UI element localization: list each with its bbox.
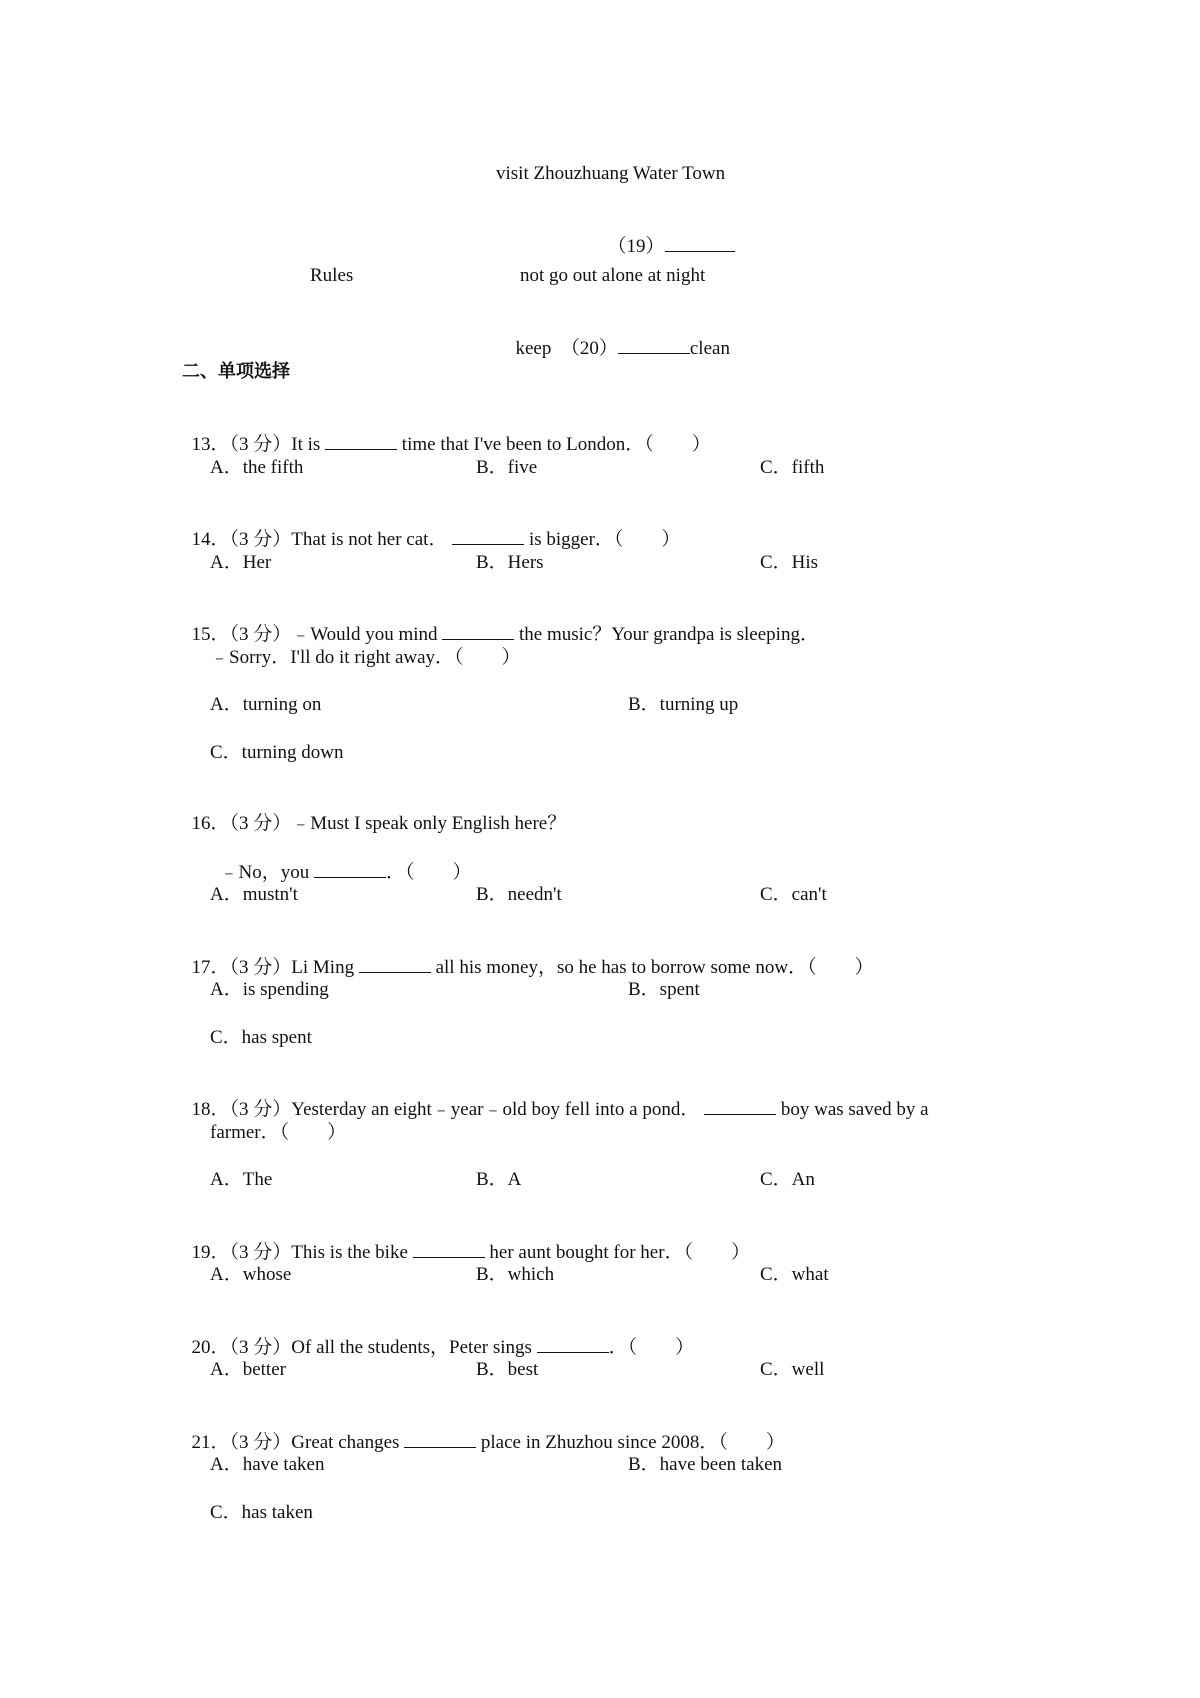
question-text: ﹣Must I speak only English here？: [291, 813, 567, 834]
question-text: Yesterday an eight﹣year﹣old boy fell into a pond．: [291, 1099, 705, 1120]
question-text: This is the bike: [291, 1242, 413, 1263]
question-17: [182, 931, 874, 980]
option-b[interactable]: B．Hers: [476, 552, 544, 573]
question-number: 13．（3 分）: [191, 434, 292, 455]
option-b[interactable]: B．have been taken: [628, 1454, 783, 1475]
rules-label: Rules: [310, 265, 354, 286]
option-c[interactable]: C．turning down: [210, 742, 344, 763]
question-18: [182, 1073, 929, 1122]
answer-blank-20: [618, 336, 690, 354]
option-a[interactable]: A．have taken: [210, 1454, 325, 1475]
table-row-blank-19: [598, 210, 735, 259]
answer-blank: [704, 1097, 776, 1115]
question-18-line-2: farmer．（ ）: [210, 1122, 347, 1143]
option-c[interactable]: C．His: [760, 552, 819, 573]
question-number: 15．（3 分）: [191, 624, 292, 645]
question-number: 16．（3 分）: [191, 813, 292, 834]
rule-2-prefix: keep （20）: [515, 338, 618, 359]
option-b[interactable]: B．five: [476, 457, 538, 478]
question-text: boy was saved by a: [776, 1099, 929, 1120]
question-text: place in Zhuzhou since 2008．（ ）: [476, 1432, 785, 1453]
answer-blank: [413, 1240, 485, 1258]
question-20: [182, 1311, 694, 1360]
answer-blank: [452, 527, 524, 545]
option-c[interactable]: C．has spent: [210, 1027, 312, 1048]
option-c[interactable]: C．can't: [760, 884, 827, 905]
question-number: 21．（3 分）: [191, 1432, 292, 1453]
option-b[interactable]: B．spent: [628, 979, 700, 1000]
answer-blank: [404, 1430, 476, 1448]
question-text: Great changes: [291, 1432, 405, 1453]
question-number: 19．（3 分）: [191, 1242, 292, 1263]
option-a[interactable]: A．turning on: [210, 694, 322, 715]
answer-blank: [442, 622, 514, 640]
option-c[interactable]: C．has taken: [210, 1502, 313, 1523]
option-b[interactable]: B．best: [476, 1359, 539, 1380]
option-a[interactable]: A．better: [210, 1359, 286, 1380]
option-a[interactable]: A．the fifth: [210, 457, 304, 478]
option-a[interactable]: A．whose: [210, 1264, 292, 1285]
question-13: [182, 408, 711, 457]
question-14: [182, 503, 680, 552]
option-b[interactable]: B．which: [476, 1264, 555, 1285]
option-a[interactable]: A．Her: [210, 552, 272, 573]
answer-blank: [314, 860, 386, 878]
question-text: Li Ming: [291, 957, 359, 978]
option-c[interactable]: C．fifth: [760, 457, 825, 478]
question-number: 20．（3 分）: [191, 1337, 292, 1358]
answer-blank: [325, 432, 397, 450]
question-text: ．（ ）: [608, 1337, 695, 1358]
rule-2: [506, 312, 730, 361]
question-number: 18．（3 分）: [191, 1099, 292, 1120]
option-b[interactable]: B．turning up: [628, 694, 739, 715]
question-16: [182, 788, 566, 836]
section-title: 二、单项选择: [182, 361, 290, 382]
question-21: [182, 1406, 785, 1455]
question-16-line-2: [210, 836, 472, 885]
answer-blank: [359, 955, 431, 973]
answer-blank: [537, 1335, 609, 1353]
question-text: time that I've been to London．（ ）: [397, 434, 711, 455]
option-a[interactable]: A．is spending: [210, 979, 329, 1000]
option-a[interactable]: A．mustn't: [210, 884, 298, 905]
question-text: all his money，so he has to borrow some now．（ ）: [430, 957, 874, 978]
question-text: her aunt bought for her．（ ）: [484, 1242, 751, 1263]
option-b[interactable]: B．needn't: [476, 884, 562, 905]
option-c[interactable]: C．what: [760, 1264, 829, 1285]
option-c[interactable]: C．well: [760, 1359, 825, 1380]
question-19: [182, 1216, 750, 1265]
question-15: [182, 598, 819, 647]
question-number: 17．（3 分）: [191, 957, 292, 978]
answer-blank-19: [665, 234, 735, 252]
question-text: ﹣Would you mind: [291, 624, 443, 645]
rule-1: not go out alone at night: [520, 265, 706, 286]
question-text: ﹣No，you: [219, 862, 314, 883]
question-text: That is not her cat．: [291, 529, 453, 550]
option-c[interactable]: C．An: [760, 1169, 815, 1190]
question-text: It is: [291, 434, 326, 455]
question-text: ．（ ）: [385, 862, 472, 883]
question-15-line-2: ﹣Sorry．I'll do it right away．（ ）: [210, 647, 521, 668]
table-row-activity: visit Zhouzhuang Water Town: [496, 163, 726, 184]
blank-number-19: （19）: [607, 236, 665, 257]
question-text: is bigger．（ ）: [524, 529, 681, 550]
rule-2-suffix: clean: [689, 338, 730, 359]
question-text: the music？Your grandpa is sleeping．: [514, 624, 819, 645]
question-number: 14．（3 分）: [191, 529, 292, 550]
option-a[interactable]: A．The: [210, 1169, 273, 1190]
question-text: Of all the students，Peter sings: [291, 1337, 537, 1358]
option-b[interactable]: B．A: [476, 1169, 522, 1190]
